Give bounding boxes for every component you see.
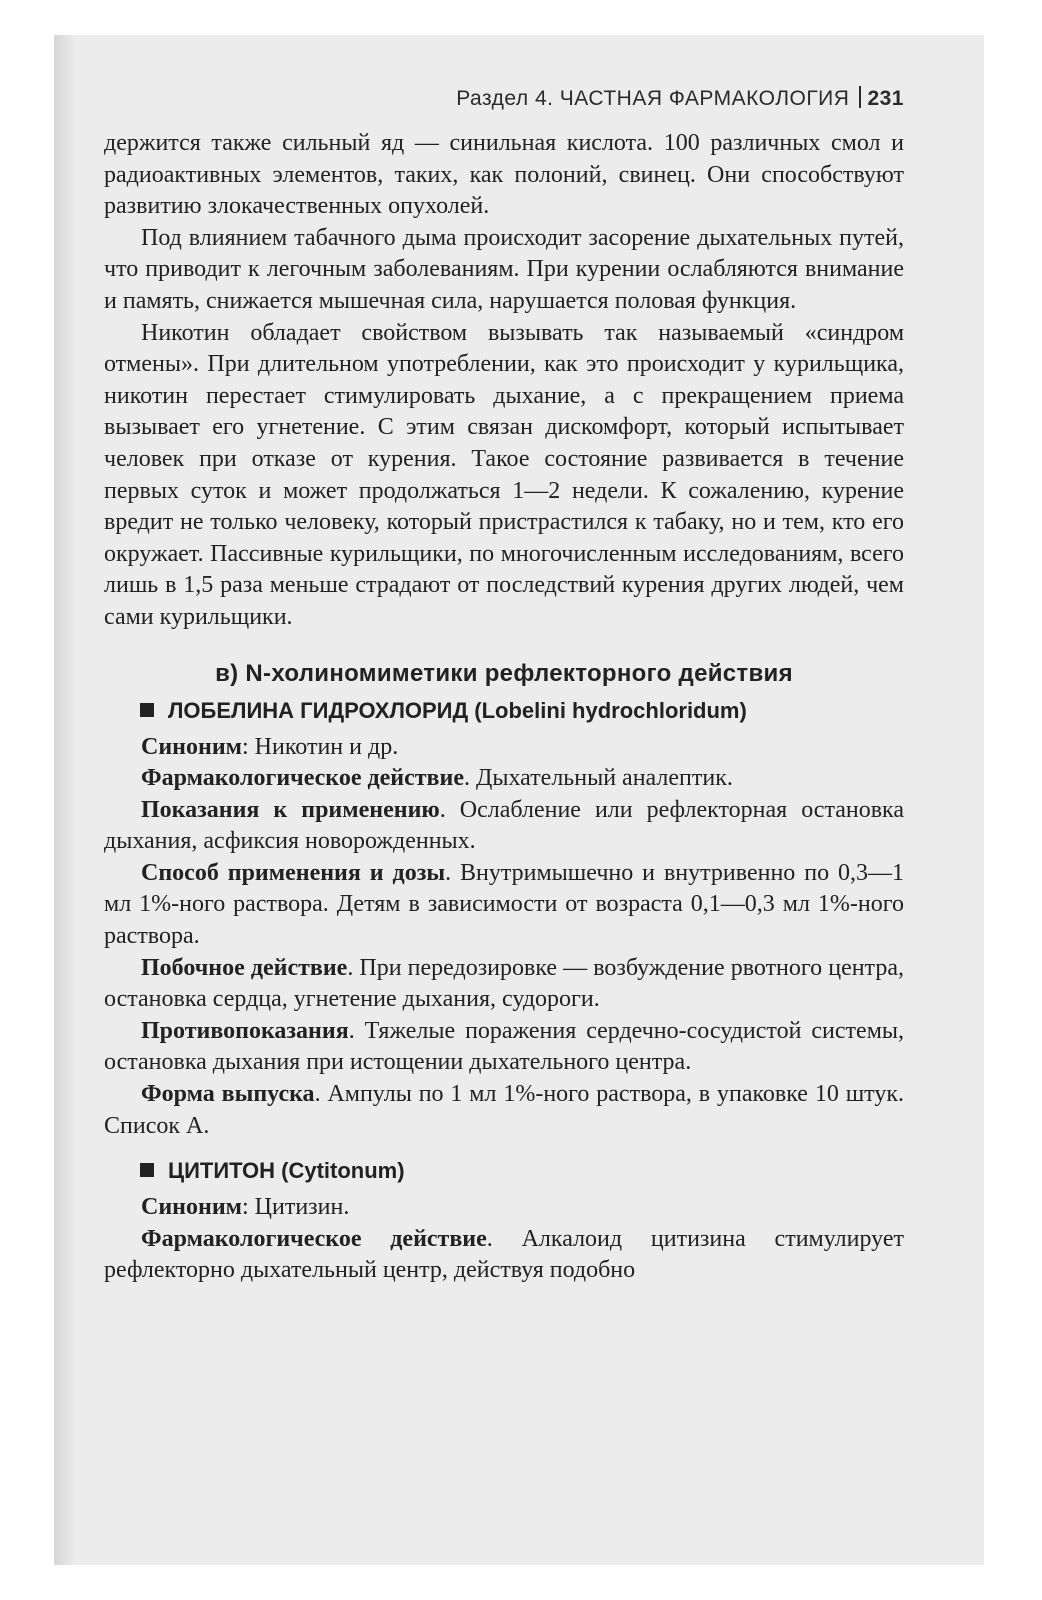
page-edge-shadow (54, 35, 76, 1565)
drug-title: ЦИТИТОН (Cytitonum) (168, 1158, 405, 1184)
field-label: Фармакологическое действие (141, 765, 464, 792)
header-divider (859, 86, 861, 108)
field-text: Цитизин. (254, 1194, 350, 1221)
field-text: Алкалоид цитизина стимулирует рефлекторно дыхательный центр, действуя подобно (104, 1225, 904, 1284)
field-text: Дыхательный аналептик. (475, 765, 733, 792)
field-label: Противопоказания (141, 1017, 349, 1044)
field-separator: . (347, 954, 360, 981)
field-text: Ампулы по 1 мл 1%-ного раствора, в упаковке 10 штук. Список А. (104, 1081, 905, 1139)
running-header-title: Раздел 4. ЧАСТНАЯ ФАРМАКОЛОГИЯ (456, 87, 850, 110)
field-side-effects (104, 953, 904, 1016)
field-synonym (104, 732, 904, 764)
field-dosage (104, 858, 904, 953)
field-synonym (104, 1192, 904, 1224)
drug-heading-lobeline (140, 696, 904, 726)
field-text: Внутримышечно и внутривенно по 0,3—1 мл 1%-ного раствора. Детям в зависимости от возраста 0,1—0,3 мл 1%-ного раствора. (104, 859, 904, 950)
square-bullet-icon (140, 1163, 154, 1177)
field-text: При передозировке — возбуждение рвотного центра, остановка сердца, угнетение дыхания, судороги. (104, 954, 904, 1013)
field-text: Тяжелые поражения сердечно-сосудистой системы, остановка дыхания при истощении дыхательного центра. (104, 1017, 905, 1076)
field-separator: . (463, 765, 476, 792)
field-separator: : (242, 733, 255, 760)
square-bullet-icon (140, 703, 154, 717)
field-label: Показания к применению (141, 796, 440, 823)
paragraph-3: Никотин обладает свойством вызывать так называемый «синдром отмены». При длительном употреблении, как это происходит у курильщика, никотин перестает стимулировать дыхание, а с прекращением приема вызывает его угнетение. С этим связан дискомфорт, который испытывает человек при отказе от курения. Такое состояние развивается в течение первых суток и может продолжаться 1—2 недели. К сожалению, курение вредит не только человеку, который пристрастился к табаку, но и тем, кто его окружает. Пассивные курильщики, по многочисленным исследованиям, всего лишь в 1,5 раза меньше страдают от последствий курения других людей, чем сами курильщики. (104, 319, 904, 630)
field-label: Синоним (141, 1194, 242, 1221)
paragraph-2: Под влиянием табачного дыма происходит засорение дыхательных путей, что приводит к легочным заболеваниям. При курении ослабляются внимание и память, снижается мышечная сила, нарушается половая функция. (104, 224, 904, 314)
field-separator: . (348, 1017, 365, 1044)
field-label: Синоним (141, 733, 242, 760)
field-pharmacological-action (104, 1224, 904, 1287)
field-separator: : (242, 1194, 255, 1221)
drug-title: ЛОБЕЛИНА ГИДРОХЛОРИД (Lobelini hydrochloridum) (168, 697, 747, 723)
field-separator: . (314, 1081, 328, 1108)
section-heading: в) N-холиномиметики рефлекторного действия (215, 659, 793, 687)
drug-heading-cytiton (140, 1156, 904, 1186)
paragraph-1: держится также сильный яд — синильная кислота. 100 различных смол и радиоактивных элементов, таких, как полоний, свинец. Они способствуют развитию злокачественных опухолей. (104, 130, 904, 220)
running-header (104, 86, 904, 122)
field-text: Ослабление или рефлекторная остановка дыхания, асфиксия новорожденных. (104, 796, 905, 855)
page-content (104, 128, 904, 1287)
field-label: Способ применения и дозы (141, 859, 446, 886)
field-indications (104, 795, 904, 858)
field-contraindications (104, 1016, 904, 1079)
page-number: 231 (867, 87, 904, 110)
field-text: Никотин и др. (254, 733, 399, 760)
field-separator: . (439, 796, 460, 823)
field-label: Побочное действие (141, 954, 348, 981)
field-separator: . (486, 1225, 522, 1252)
field-label: Форма выпуска (141, 1081, 315, 1108)
field-pharmacological-action (104, 763, 904, 795)
field-label: Фармакологическое действие (141, 1225, 487, 1252)
field-separator: . (445, 859, 461, 886)
field-release-form (104, 1079, 904, 1142)
